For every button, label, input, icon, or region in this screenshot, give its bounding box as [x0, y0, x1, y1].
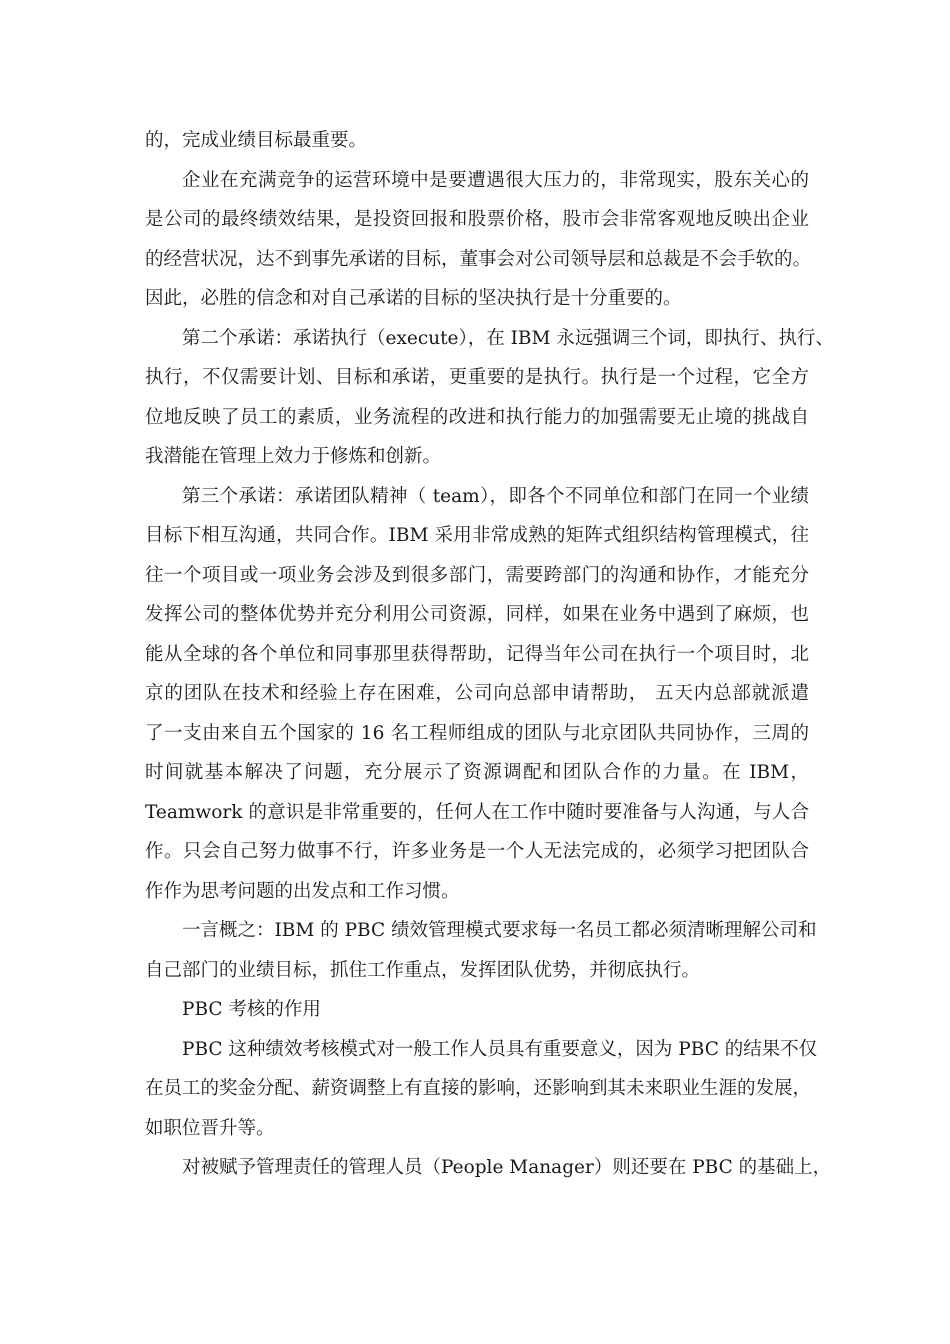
text-line: 时间就基本解决了问题，充分展示了资源调配和团队合作的力量。在 IBM， [145, 762, 809, 783]
text-line: 发挥公司的整体优势并充分利用公司资源，同样，如果在业务中遇到了麻烦，也 [145, 604, 809, 625]
text-line: 作。只会自己努力做事不行，许多业务是一个人无法完成的，必须学习把团队合 [145, 841, 809, 862]
text-line: Teamwork 的意识是非常重要的，任何人在工作中随时要准备与人沟通，与人合 [145, 802, 809, 823]
text-line: 如职位晋升等。 [145, 1118, 275, 1139]
section-heading: PBC 考核的作用 [182, 999, 321, 1020]
text-line: 的经营状况，达不到事先承诺的目标，董事会对公司领导层和总裁是不会手软的。 [145, 249, 812, 270]
text-line: 能从全球的各个单位和同事那里获得帮助，记得当年公司在执行一个项目时，北 [145, 644, 809, 665]
text-line: 一言概之：IBM 的 PBC 绩效管理模式要求每一名员工都必须清晰理解公司和 [182, 920, 817, 941]
text-line: 往一个项目或一项业务会涉及到很多部门，需要跨部门的沟通和协作，才能充分 [145, 565, 809, 586]
text-line: 第三个承诺：承诺团队精神（ team），即各个不同单位和部门在同一个业绩 [182, 486, 809, 507]
text-line: 了一支由来自五个国家的 16 名工程师组成的团队与北京团队共同协作，三周的 [145, 723, 809, 744]
text-line: 是公司的最终绩效结果，是投资回报和股票价格，股市会非常客观地反映出企业 [145, 209, 809, 230]
text-line: 因此，必胜的信念和对自己承诺的目标的坚决执行是十分重要的。 [145, 288, 682, 309]
text-line: 的，完成业绩目标最重要。 [145, 130, 368, 151]
text-line: 在员工的奖金分配、薪资调整上有直接的影响，还影响到其未来职业生涯的发展， [145, 1078, 812, 1099]
text-line: 位地反映了员工的素质，业务流程的改进和执行能力的加强需要无止境的挑战自 [145, 407, 809, 428]
text-line: 自己部门的业绩目标，抓住工作重点，发挥团队优势，并彻底执行。 [145, 960, 701, 981]
text-line: 京的团队在技术和经验上存在困难，公司向总部申请帮助， 五天内总部就派遣 [145, 683, 809, 704]
text-line: 我潜能在管理上效力于修炼和创新。 [145, 446, 442, 467]
text-line: 第二个承诺：承诺执行（execute），在 IBM 永远强调三个词，即执行、执行、 [182, 328, 834, 349]
text-line: PBC 这种绩效考核模式对一般工作人员具有重要意义，因为 PBC 的结果不仅 [182, 1039, 818, 1060]
text-line: 企业在充满竞争的运营环境中是要遭遇很大压力的，非常现实，股东关心的 [182, 170, 809, 191]
text-line: 目标下相互沟通，共同合作。IBM 采用非常成熟的矩阵式组织结构管理模式，往 [145, 525, 809, 546]
text-line: 作作为思考问题的出发点和工作习惯。 [145, 881, 460, 902]
text-line: 对被赋予管理责任的管理人员（People Manager）则还要在 PBC 的基础上， [182, 1157, 832, 1178]
text-line: 执行，不仅需要计划、目标和承诺，更重要的是执行。执行是一个过程，它全方 [145, 367, 809, 388]
